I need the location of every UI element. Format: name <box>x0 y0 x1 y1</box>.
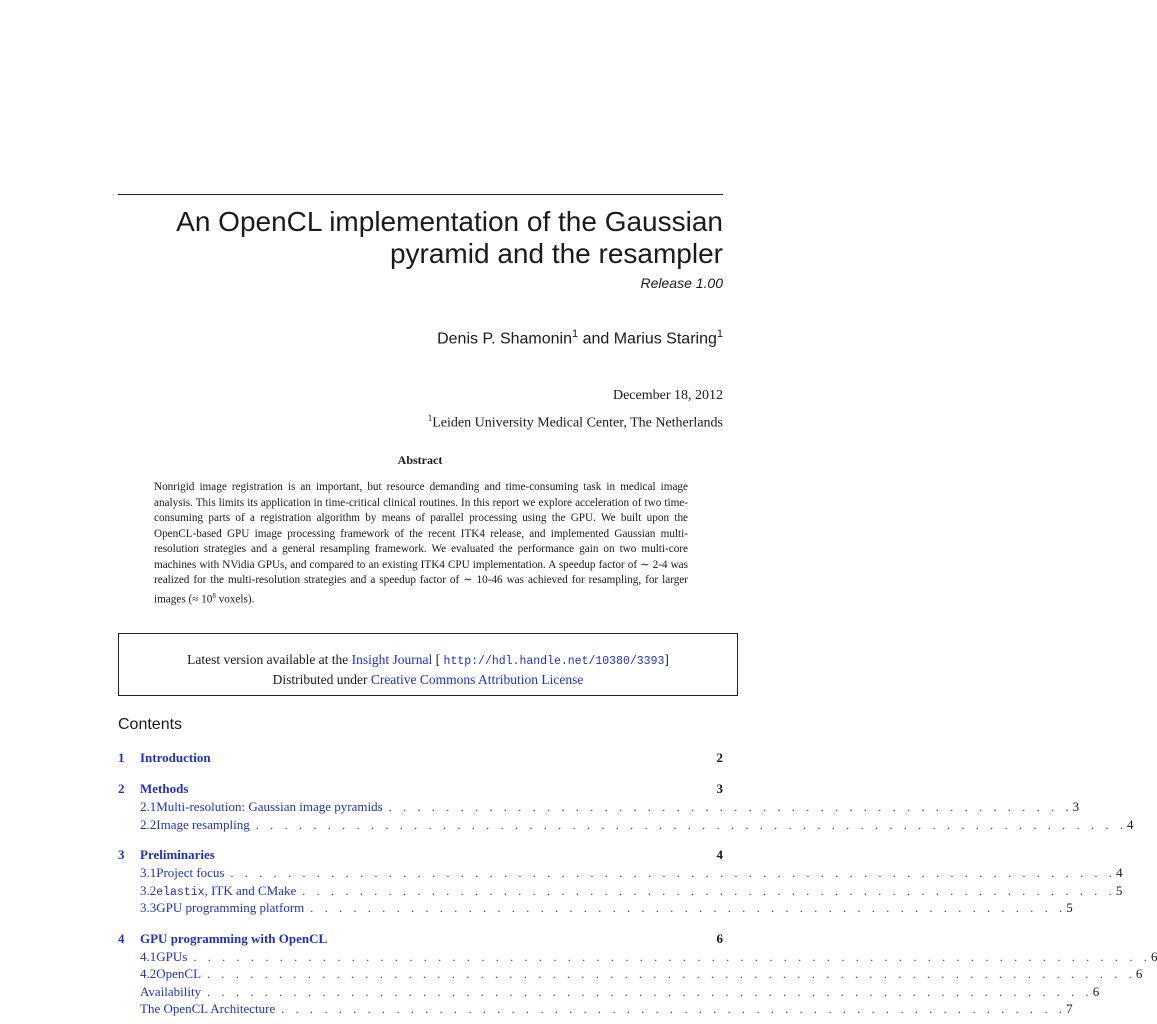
toc-paragraph-opencl-architecture[interactable] <box>118 1001 1073 1019</box>
abstract-heading: Abstract <box>397 453 443 467</box>
toc-title-rest: , ITK and CMake <box>204 882 297 898</box>
toc-title: Multi-resolution: Gaussian image pyramids <box>156 799 383 814</box>
toc-title: Preliminaries <box>140 847 215 862</box>
toc-page: 5 <box>1066 900 1073 915</box>
toc-number: 3.1 <box>140 865 157 880</box>
toc-leader: . . . . . . . . . . . . . . . . . . . . . . . . . . . . . . . . . . . . . . . . . . . . . . . . . . . . . . . . . . . . . . <box>207 984 1093 999</box>
toc-leader: . . . . . . . . . . . . . . . . . . . . . . . . . . . . . . . . . . . . . . . . . . . . . . . . <box>388 800 1073 814</box>
affiliation-text: Leiden University Medical Center, The Netherlands <box>432 415 723 431</box>
toc-number: 4.1 <box>140 948 157 964</box>
toc-subsection-elastix-itk-cmake[interactable] <box>118 882 1123 901</box>
authors <box>437 328 723 348</box>
toc-leader: . . . . . . . . . . . . . . . . . . . . . . . . . . . . . . . . . . . . . . . . . . . . . . . . . . . . . . . . . <box>302 883 1116 898</box>
toc-number: 2.1 <box>140 799 157 814</box>
availability-box <box>118 633 738 696</box>
toc-title: OpenCL <box>156 966 202 981</box>
bracket-close: ] <box>664 652 669 667</box>
date: December 18, 2012 <box>612 388 723 403</box>
toc-number: 3.3 <box>140 900 157 915</box>
toc-page: 6 <box>1135 966 1143 981</box>
toc-page: 6 <box>716 930 723 946</box>
toc-subsection-gpus[interactable] <box>118 948 1157 967</box>
toc-subsection-image-resampling[interactable] <box>118 816 1134 835</box>
toc-page: 3 <box>716 781 723 796</box>
author-joiner: and <box>578 330 614 348</box>
toc-page: 4 <box>716 847 723 862</box>
toc-number: 2 <box>118 781 125 796</box>
contents-heading: Contents <box>118 716 183 733</box>
author-2-affil: 1 <box>716 328 723 340</box>
author-1: Denis P. Shamonin <box>437 330 572 348</box>
toc-title <box>156 883 302 899</box>
top-rule <box>118 194 723 195</box>
toc-section-introduction[interactable] <box>118 750 723 768</box>
toc-number: 2.2 <box>140 816 157 832</box>
toc-page: 2 <box>716 750 723 765</box>
elastix-code-label: elastix <box>156 885 205 899</box>
toc-page: 6 <box>1092 983 1100 999</box>
table-of-contents <box>118 750 1157 1019</box>
toc-paragraph-availability[interactable] <box>118 983 1100 1002</box>
toc-number: 4.2 <box>140 966 157 981</box>
toc-section-preliminaries[interactable] <box>118 847 723 865</box>
toc-number: 3.2 <box>140 882 157 898</box>
paper-title <box>83 206 723 270</box>
abstract-text-end: voxels). <box>215 593 255 606</box>
toc-leader: . . . . . . . . . . . . . . . . . . . . . . . . . . . . . . . . . . . . . . . . . . . . . . . . . . . . . . . . . . . . . . . . . <box>207 967 1136 981</box>
toc-title: GPU programming platform <box>156 900 305 915</box>
license-link[interactable]: Creative Commons Attribution License <box>370 672 584 687</box>
availability-prefix: Latest version available at the <box>187 652 352 667</box>
toc-section-methods[interactable] <box>118 781 723 799</box>
toc-subsection-gaussian-pyramids[interactable] <box>118 799 1080 817</box>
toc-subsection-project-focus[interactable] <box>118 865 1123 883</box>
toc-title: GPUs <box>156 948 188 964</box>
license-prefix: Distributed under <box>272 672 371 687</box>
insight-journal-link[interactable]: Insight Journal <box>351 652 433 667</box>
bracket-open: [ <box>432 652 444 667</box>
toc-page: 6 <box>1150 948 1157 964</box>
toc-leader: . . . . . . . . . . . . . . . . . . . . . . . . . . . . . . . . . . . . . . . . . . . . . . . . . . . . . . . <box>281 1002 1067 1016</box>
title-line-2: pyramid and the resampler <box>389 238 723 269</box>
toc-page: 4 <box>1126 816 1134 832</box>
affiliation-marker: 1 <box>427 413 433 423</box>
toc-leader: . . . . . . . . . . . . . . . . . . . . . . . . . . . . . . . . . . . . . . . . . . . . . . . . . . . . . . . . . . . . . . <box>230 866 1117 880</box>
toc-title: Availability <box>140 983 202 999</box>
toc-subsection-opencl[interactable] <box>118 966 1143 984</box>
abstract-text: Nonrigid image registration is an important, but resource demanding and time-consuming task in medical image analysis. This limits its application in time-critical clinical routines. In this report we explore acceleration of two time-consuming parts of a registration algorithm by means of parallel processing using the GPU. We built upon the OpenCL-based GPU image processing framework of the recent ITK4 release, and implemented Gaussian multi-resolution strategies and a general resampling framework. We evaluated the performance gain on two multi-core machines with NVidia GPUs, and compared to an existing ITK4 CPU implementation. A speedup factor of ∼ 2-4 was realized for the multi-resolution strategies and a speedup factor of ∼ 10-46 was achieved for resampling, for larger images (≈ 10 <box>154 481 688 606</box>
toc-title: GPU programming with OpenCL <box>140 930 328 946</box>
toc-number: 3 <box>118 847 125 862</box>
author-2: Marius Staring <box>613 330 717 348</box>
toc-page: 3 <box>1072 799 1080 814</box>
toc-title: Image resampling <box>156 816 250 832</box>
toc-title: Methods <box>140 781 189 796</box>
handle-url-link[interactable]: http://hdl.handle.net/10380/3393 <box>443 655 665 668</box>
toc-leader: . . . . . . . . . . . . . . . . . . . . . . . . . . . . . . . . . . . . . . . . . . . . . . . . . . . . . . . . . . . . . <box>255 817 1127 832</box>
availability-line <box>119 651 737 671</box>
author-1-affil: 1 <box>572 328 579 340</box>
toc-title: Introduction <box>140 750 211 765</box>
abstract-exponent: 8 <box>212 591 216 600</box>
toc-section-gpu-opencl[interactable] <box>118 931 723 949</box>
toc-page: 4 <box>1116 865 1123 880</box>
release-label: Release 1.00 <box>640 275 723 291</box>
toc-title: The OpenCL Architecture <box>140 1001 276 1016</box>
toc-subsection-gpu-platform[interactable] <box>118 900 1073 918</box>
toc-leader: . . . . . . . . . . . . . . . . . . . . . . . . . . . . . . . . . . . . . . . . . . . . . . . . . . . . . . . . . . . . . . . . . . . <box>193 949 1151 964</box>
toc-number: 1 <box>118 750 125 765</box>
toc-title: Project focus <box>156 865 225 880</box>
abstract-body <box>154 480 688 608</box>
toc-number: 4 <box>118 930 125 946</box>
license-line <box>119 671 737 689</box>
title-line-1: An OpenCL implementation of the Gaussian <box>176 206 723 237</box>
affiliation <box>428 413 723 432</box>
toc-page: 5 <box>1115 882 1123 898</box>
toc-page: 7 <box>1066 1001 1073 1016</box>
toc-leader: . . . . . . . . . . . . . . . . . . . . . . . . . . . . . . . . . . . . . . . . . . . . . . . . . . . . . <box>310 901 1067 915</box>
